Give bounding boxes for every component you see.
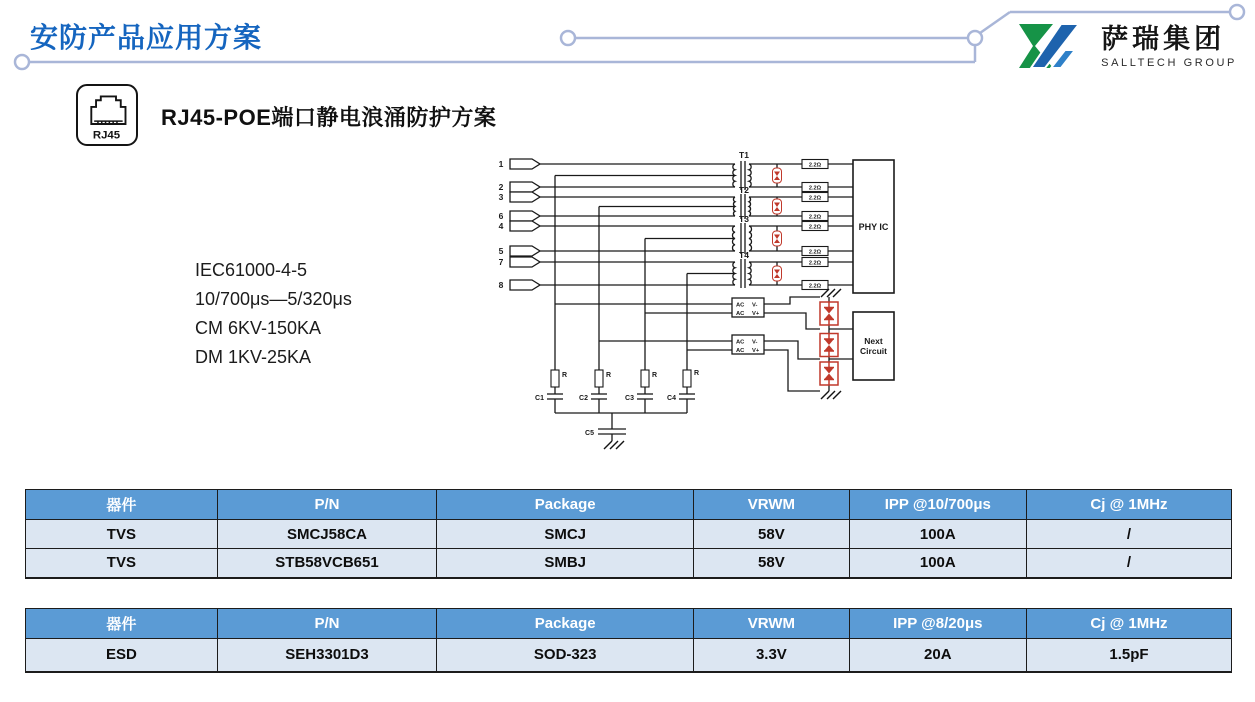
column-header: IPP @10/700μs [849,490,1026,520]
pin-number-labels [499,159,504,290]
salltech-logo [1017,20,1237,74]
svg-text:2: 2 [498,182,504,192]
svg-text:T4: T4 [739,250,749,260]
svg-text:3: 3 [498,192,504,202]
column-header: P/N [217,609,436,639]
svg-text:2.2Ω: 2.2Ω [808,162,822,169]
next-circuit-box [853,312,894,380]
table-cell: 58V [694,520,850,549]
table-cell: TVS [26,520,218,549]
table-cell: 3.3V [694,639,850,672]
capacitor-labels [535,395,676,437]
column-header: 器件 [26,609,218,639]
column-header: Package [437,490,694,520]
svg-text:AC: AC [736,339,745,346]
svg-text:4: 4 [498,221,504,231]
series-resistors [802,160,828,290]
svg-text:7: 7 [498,257,504,267]
svg-text:2.2Ω: 2.2Ω [808,249,822,256]
table-cell: STB58VCB651 [217,549,436,578]
svg-text:Circuit: Circuit [860,346,887,356]
svg-text:C2: C2 [579,395,588,402]
tvs-component-table [25,489,1232,579]
column-header: P/N [217,490,436,520]
svg-text:8: 8 [498,280,504,290]
svg-text:PHY IC: PHY IC [858,222,889,232]
table-cell: SMCJ58CA [217,520,436,549]
ground-icon [821,391,841,399]
svg-text:R: R [606,372,612,379]
table-cell: 100A [849,520,1026,549]
table-row [26,520,1232,549]
svg-text:R: R [562,372,568,379]
svg-text:2.2Ω: 2.2Ω [808,195,822,202]
table-row [26,549,1232,578]
ground-icon [821,289,841,297]
esd-component-table [25,608,1232,673]
svg-text:V+: V+ [752,311,760,317]
svg-text:2.2Ω: 2.2Ω [808,224,822,231]
spec-line: CM 6KV-150KA [195,318,322,338]
standard-spec-text [195,256,352,372]
column-header: Package [437,609,694,639]
svg-text:T3: T3 [739,214,749,224]
table-cell: SMCJ [437,520,694,549]
table-cell: TVS [26,549,218,578]
phy-ic-box [853,160,894,293]
column-header: VRWM [694,609,850,639]
svg-text:C3: C3 [625,395,634,402]
spec-line: IEC61000-4-5 [195,260,308,280]
svg-text:C4: C4 [667,395,676,402]
table-cell: 100A [849,549,1026,578]
svg-text:Next: Next [864,336,883,346]
circuit-diagram [488,146,908,476]
svg-text:2.2Ω: 2.2Ω [808,260,822,267]
table-cell: ESD [26,639,218,672]
table-cell: 20A [849,639,1026,672]
table-cell: / [1026,549,1231,578]
transformers [732,161,751,288]
svg-text:T1: T1 [739,150,749,160]
logo-name-cn: 萨瑞集团 [1101,24,1226,55]
svg-text:R: R [652,372,658,379]
svg-text:V-: V- [752,339,758,346]
resistor-value-labels [809,163,822,290]
bridge-rectifier [732,298,764,317]
rj45-icon-label: RJ45 [92,129,121,142]
svg-text:6: 6 [498,211,504,221]
svg-text:1: 1 [498,159,504,169]
svg-text:2.2Ω: 2.2Ω [808,283,822,290]
table-cell: / [1026,520,1231,549]
svg-text:AC: AC [736,348,745,354]
termination-resistors [551,370,699,387]
spec-line: DM 1KV-25KA [195,347,312,367]
svg-text:AC: AC [736,311,745,317]
svg-text:V-: V- [752,302,758,309]
svg-text:C1: C1 [535,395,544,402]
input-pins [510,159,540,290]
table-cell: SOD-323 [437,639,694,672]
table-row [26,639,1232,672]
salltech-logo-mark [1017,20,1089,74]
column-header: Cj @ 1MHz [1026,609,1231,639]
column-header: Cj @ 1MHz [1026,490,1231,520]
logo-name-en: SALLTECH GROUP [1101,56,1237,69]
svg-text:2.2Ω: 2.2Ω [808,214,822,221]
column-header: IPP @8/20μs [849,609,1026,639]
page-title: 安防产品应用方案 [30,22,263,53]
table-cell: 1.5pF [1026,639,1231,672]
table-cell: SEH3301D3 [217,639,436,672]
ground-icon [604,441,624,449]
spec-line: 10/700μs—5/320μs [195,289,352,309]
svg-text:AC: AC [736,302,745,309]
column-header: 器件 [26,490,218,520]
table-cell: SMBJ [437,549,694,578]
bridge-rectifier [732,335,764,354]
svg-text:T2: T2 [739,185,749,195]
section-title: RJ45-POE端口静电浪涌防护方案 [161,105,497,130]
svg-text:R: R [694,370,700,377]
svg-text:2.2Ω: 2.2Ω [808,185,822,192]
svg-text:V+: V+ [752,348,760,354]
svg-text:C5: C5 [585,430,594,437]
svg-text:5: 5 [498,246,504,256]
table-cell: 58V [694,549,850,578]
rj45-icon [76,84,138,146]
tvs-diode-icon [820,302,838,385]
column-header: VRWM [694,490,850,520]
